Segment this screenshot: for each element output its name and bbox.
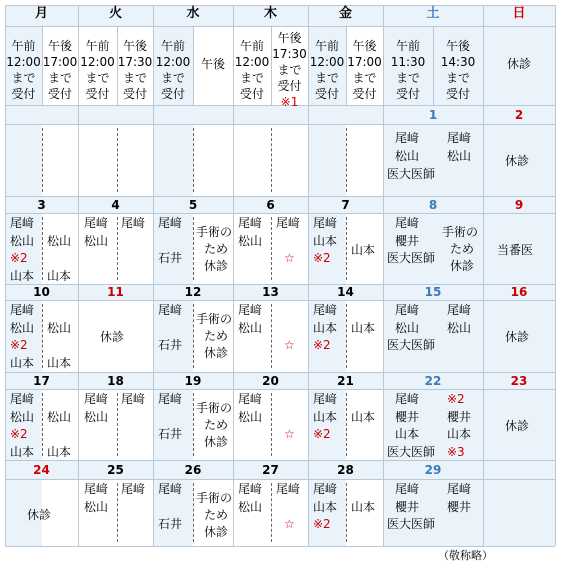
schedule-entry: 山本 — [10, 356, 35, 370]
weekday-tue: 火 — [108, 6, 122, 21]
pm-hours: 17:00 — [347, 55, 382, 69]
pm-hours: まで — [445, 71, 470, 85]
schedule-entry: 尾﨑 — [121, 482, 146, 496]
row-line — [5, 479, 555, 480]
am-hours: まで — [314, 71, 339, 85]
pm-hours: 17:30 — [272, 47, 307, 61]
schedule-highlight — [483, 479, 555, 546]
column-line — [483, 5, 484, 546]
schedule-entry: 手術の — [196, 401, 233, 415]
schedule-entry: 尾﨑 — [395, 216, 420, 230]
am-hours: 午前 — [160, 39, 185, 53]
pm-hours: 午後 — [122, 39, 147, 53]
pm-hours: 午後 — [277, 31, 302, 45]
schedule-entry: 尾﨑 — [395, 131, 420, 145]
schedule-entry: 休診 — [505, 419, 530, 433]
pm-hours: 17:00 — [42, 55, 78, 69]
pm-hours: まで — [352, 71, 377, 85]
schedule-entry: 櫻井 — [447, 410, 472, 424]
schedule-entry: ため — [450, 242, 475, 256]
schedule-entry: 休診 — [27, 508, 52, 522]
schedule-entry: 尾﨑 — [313, 303, 338, 317]
schedule-entry: 休診 — [100, 330, 125, 344]
am-hours: まで — [160, 71, 185, 85]
am-pm-divider — [346, 128, 347, 192]
schedule-entry: 尾﨑 — [84, 482, 109, 496]
schedule-entry: ☆ — [284, 517, 295, 531]
schedule-entry: ☆ — [284, 338, 295, 352]
schedule-entry: 休診 — [204, 435, 229, 449]
weekday-thu: 木 — [263, 6, 277, 21]
am-pm-divider — [346, 304, 347, 368]
schedule-entry: 手術の — [196, 312, 233, 326]
schedule-entry: ※2 — [313, 427, 331, 441]
day-number: 11 — [107, 285, 124, 299]
weekday-sun: 日 — [512, 6, 526, 21]
schedule-entry: ※2 — [10, 427, 28, 441]
schedule-entry: 山本 — [313, 321, 338, 335]
schedule-entry: ため — [204, 329, 229, 343]
row-line — [5, 300, 555, 301]
am-pm-divider — [271, 483, 272, 542]
am-pm-divider — [193, 128, 194, 192]
schedule-entry: 松山 — [447, 149, 472, 163]
schedule-entry: 石井 — [158, 517, 183, 531]
schedule-entry: 石井 — [158, 427, 183, 441]
schedule-entry: 石井 — [158, 251, 183, 265]
day-number: 17 — [33, 373, 50, 388]
day-number: 26 — [184, 462, 202, 477]
day-number: 16 — [510, 285, 528, 299]
schedule-entry: 尾﨑 — [395, 303, 420, 317]
schedule-entry: 山本 — [313, 500, 338, 514]
schedule-entry: 手術の — [196, 225, 233, 239]
schedule-entry: 尾﨑 — [313, 216, 338, 230]
pm-hours: 受付 — [277, 79, 302, 93]
pm-hours: まで — [277, 63, 302, 77]
am-hours: 午前 — [314, 39, 339, 53]
schedule-entry: 尾﨑 — [447, 303, 472, 317]
schedule-entry: 尾﨑 — [238, 303, 263, 317]
day-number: 3 — [37, 197, 46, 212]
am-hours: 午前 — [11, 39, 36, 53]
schedule-entry: 櫻井 — [395, 234, 420, 248]
day-number: 1 — [428, 107, 438, 122]
schedule-entry: ※2 — [447, 392, 465, 406]
schedule-entry: 山本 — [47, 356, 72, 370]
schedule-entry: 山本 — [447, 427, 472, 441]
am-pm-divider — [271, 217, 272, 280]
day-number: 14 — [337, 285, 354, 299]
schedule-entry: 山本 — [10, 445, 35, 459]
am-pm-divider — [346, 393, 347, 456]
schedule-entry: 休診 — [204, 259, 229, 273]
day-number: 29 — [424, 462, 442, 477]
am-pm-divider — [42, 304, 43, 368]
day-number: 15 — [424, 285, 442, 299]
schedule-entry: 手術の — [196, 491, 233, 505]
column-line — [555, 5, 556, 546]
day-number: 25 — [107, 462, 124, 477]
schedule-entry: 休診 — [505, 154, 530, 168]
day-number: 20 — [262, 373, 279, 388]
row-line — [5, 213, 555, 214]
weekday-sat: 土 — [426, 6, 440, 21]
schedule-entry: 松山 — [10, 321, 35, 335]
schedule-entry: ※2 — [313, 251, 331, 265]
day-number: 19 — [184, 373, 202, 388]
am-hours: 午前 — [395, 39, 420, 53]
am-pm-divider — [271, 393, 272, 456]
schedule-entry: 尾﨑 — [158, 303, 183, 317]
schedule-entry: 尾﨑 — [447, 131, 472, 145]
schedule-entry: 尾﨑 — [276, 482, 301, 496]
am-pm-divider — [117, 483, 118, 542]
schedule-entry: 尾﨑 — [10, 392, 35, 406]
schedule-entry: 石井 — [158, 338, 183, 352]
am-pm-divider — [346, 483, 347, 542]
schedule-entry: 尾﨑 — [313, 392, 338, 406]
row-line — [5, 26, 555, 27]
pm-hours: 14:30 — [440, 55, 476, 69]
schedule-entry: ※2 — [313, 338, 331, 352]
day-number: 24 — [33, 462, 50, 477]
schedule-entry: 尾﨑 — [447, 482, 472, 496]
pm-hours: まで — [122, 71, 147, 85]
am-pm-divider — [193, 217, 194, 280]
schedule-entry: 山本 — [313, 410, 338, 424]
am-pm-divider — [271, 304, 272, 368]
schedule-entry: ため — [204, 508, 229, 522]
schedule-entry: 松山 — [84, 500, 109, 514]
schedule-entry: ため — [204, 418, 229, 432]
schedule-entry: 櫻井 — [395, 500, 420, 514]
schedule-entry: 当番医 — [497, 243, 534, 257]
schedule-entry: 医大医師 — [387, 517, 436, 531]
day-number: 8 — [428, 197, 438, 212]
am-hours: 11:30 — [390, 55, 426, 69]
row-line — [5, 546, 555, 547]
am-hours: 午前 — [239, 39, 264, 53]
am-hours: 12:00 — [80, 55, 115, 69]
row-line — [5, 389, 555, 390]
schedule-entry: 山本 — [47, 269, 72, 283]
am-pm-divider — [271, 128, 272, 192]
pm-hours: 午後 — [200, 57, 225, 71]
schedule-entry: 休診 — [204, 525, 229, 539]
am-hours: まで — [395, 71, 420, 85]
am-pm-divider — [117, 128, 118, 192]
schedule-entry: 山本 — [351, 410, 376, 424]
schedule-entry: ※2 — [10, 251, 28, 265]
schedule-entry: 松山 — [47, 410, 72, 424]
schedule-entry: 尾﨑 — [158, 392, 183, 406]
schedule-entry: ため — [204, 242, 229, 256]
schedule-entry: 松山 — [84, 234, 109, 248]
day-number: 12 — [184, 285, 202, 299]
am-pm-divider — [193, 304, 194, 368]
schedule-entry: 松山 — [395, 321, 420, 335]
schedule-entry: 山本 — [351, 243, 376, 257]
day-number: 9 — [514, 197, 524, 212]
day-number: 27 — [262, 462, 279, 477]
schedule-entry: 尾﨑 — [276, 216, 301, 230]
schedule-entry: 松山 — [47, 234, 72, 248]
schedule-entry: 尾﨑 — [238, 216, 263, 230]
am-pm-divider — [193, 393, 194, 456]
schedule-entry: 松山 — [447, 321, 472, 335]
am-pm-divider — [42, 217, 43, 280]
weekday-mon: 月 — [34, 6, 48, 21]
schedule-entry: 松山 — [238, 410, 263, 424]
schedule-entry: 山本 — [47, 445, 72, 459]
day-number: 4 — [111, 197, 120, 212]
am-pm-divider — [117, 217, 118, 280]
schedule-entry: 尾﨑 — [313, 482, 338, 496]
schedule-entry: 休診 — [204, 346, 229, 360]
pm-hours: 午後 — [47, 39, 72, 53]
am-hours: 12:00 — [6, 55, 41, 69]
pm-hours: 受付 — [122, 87, 147, 101]
schedule-entry: 山本 — [395, 427, 420, 441]
am-hours: 午前 — [85, 39, 110, 53]
schedule-entry: 山本 — [10, 269, 35, 283]
schedule-entry: 山本 — [351, 321, 376, 335]
pm-hours: 受付 — [47, 87, 72, 101]
schedule-entry: 松山 — [10, 410, 35, 424]
am-pm-divider — [42, 393, 43, 456]
schedule-entry: 山本 — [313, 234, 338, 248]
am-hours: 受付 — [314, 87, 339, 101]
schedule-entry: 尾﨑 — [121, 216, 146, 230]
schedule-entry: 尾﨑 — [10, 216, 35, 230]
schedule-entry: 尾﨑 — [158, 216, 183, 230]
pm-hours: まで — [47, 71, 72, 85]
day-number: 13 — [262, 285, 279, 299]
schedule-entry: 手術の — [442, 225, 479, 239]
schedule-entry: 松山 — [238, 321, 263, 335]
sun-hours: 休診 — [506, 57, 531, 71]
pm-hours: ※1 — [280, 95, 299, 109]
schedule-entry: 櫻井 — [395, 410, 420, 424]
day-number: 22 — [424, 373, 442, 388]
schedule-entry: 尾﨑 — [84, 216, 109, 230]
am-hours: まで — [239, 71, 264, 85]
schedule-entry: 休診 — [450, 259, 475, 273]
schedule-entry: 尾﨑 — [10, 303, 35, 317]
am-hours: 受付 — [85, 87, 110, 101]
schedule-entry: 山本 — [351, 500, 376, 514]
schedule-entry: ※3 — [447, 445, 465, 459]
schedule-entry: 尾﨑 — [395, 482, 420, 496]
schedule-highlight — [5, 124, 42, 196]
am-hours: 12:00 — [234, 55, 270, 69]
am-pm-divider — [346, 217, 347, 280]
am-pm-divider — [117, 393, 118, 456]
am-hours: 受付 — [11, 87, 36, 101]
footnote-honorifics: （敬称略） — [438, 549, 493, 562]
day-number: 6 — [266, 197, 275, 212]
day-number: 10 — [33, 285, 50, 299]
schedule-entry: 尾﨑 — [238, 392, 263, 406]
schedule-entry: 松山 — [10, 234, 35, 248]
schedule-entry: 尾﨑 — [158, 482, 183, 496]
schedule-entry: 医大医師 — [387, 338, 436, 352]
am-hours: 受付 — [160, 87, 185, 101]
schedule-highlight — [153, 124, 193, 196]
schedule-highlight — [308, 124, 346, 196]
schedule-entry: 櫻井 — [447, 500, 472, 514]
day-number: 21 — [337, 373, 354, 388]
day-number: 7 — [341, 197, 350, 212]
day-number: 5 — [188, 197, 198, 212]
schedule-entry: 尾﨑 — [84, 392, 109, 406]
schedule-entry: 休診 — [505, 330, 530, 344]
schedule-entry: 医大医師 — [387, 445, 436, 459]
schedule-entry: ☆ — [284, 251, 295, 265]
am-hours: 受付 — [395, 87, 420, 101]
schedule-entry: 松山 — [238, 500, 263, 514]
schedule-entry: ※2 — [10, 338, 28, 352]
day-number: 18 — [107, 373, 124, 388]
am-pm-divider — [193, 483, 194, 542]
weekday-wed: 水 — [186, 6, 200, 21]
schedule-entry: ※2 — [313, 517, 331, 531]
am-hours: 12:00 — [309, 55, 345, 69]
schedule-entry: 松山 — [395, 149, 420, 163]
schedule-entry: 尾﨑 — [121, 392, 146, 406]
day-number: 28 — [337, 462, 354, 477]
am-hours: 12:00 — [155, 55, 191, 69]
am-hours: 受付 — [239, 87, 264, 101]
schedule-entry: 松山 — [47, 321, 72, 335]
schedule-entry: 松山 — [238, 234, 263, 248]
schedule-entry: 尾﨑 — [395, 392, 420, 406]
pm-hours: 午後 — [352, 39, 377, 53]
weekday-fri: 金 — [338, 6, 352, 21]
schedule-entry: 松山 — [84, 410, 109, 424]
schedule-entry: ☆ — [284, 427, 295, 441]
am-pm-divider — [42, 128, 43, 192]
pm-hours: 17:30 — [117, 55, 153, 69]
day-number: 2 — [514, 107, 524, 122]
schedule-entry: 尾﨑 — [238, 482, 263, 496]
row-line — [5, 124, 555, 125]
pm-hours: 受付 — [352, 87, 377, 101]
day-number: 23 — [510, 373, 528, 388]
pm-hours: 受付 — [445, 87, 470, 101]
pm-hours: 午後 — [445, 39, 470, 53]
am-hours: まで — [11, 71, 36, 85]
am-hours: まで — [85, 71, 110, 85]
schedule-entry: 医大医師 — [387, 167, 436, 181]
schedule-entry: 医大医師 — [387, 251, 436, 265]
